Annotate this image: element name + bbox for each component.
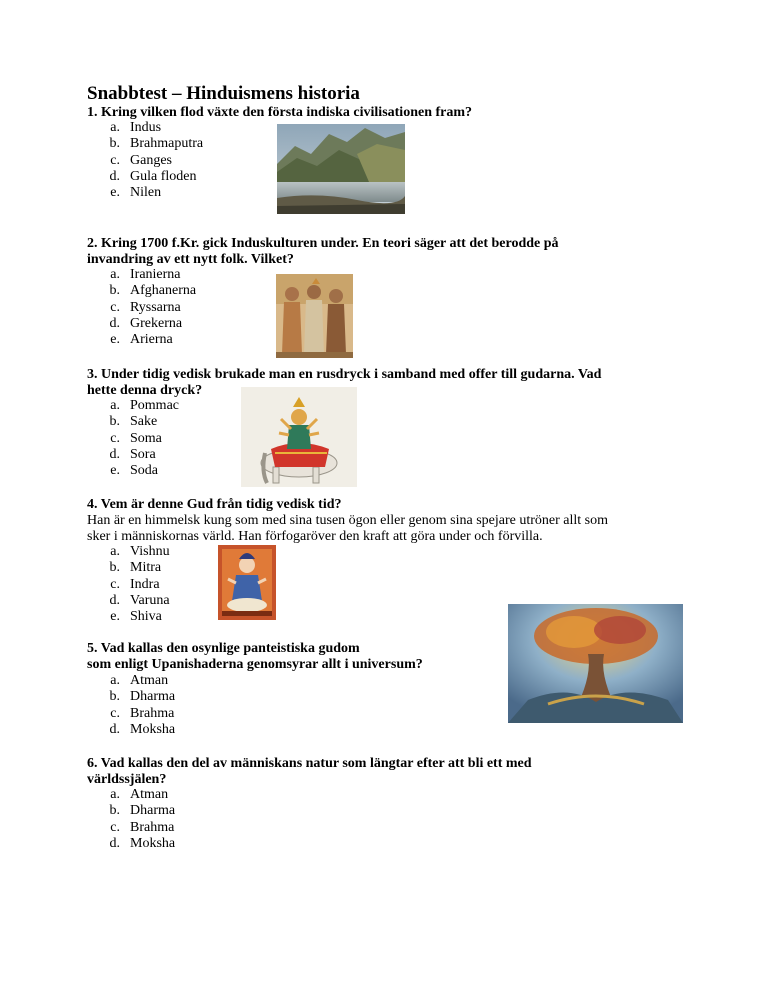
option-letter: e. bbox=[110, 185, 120, 201]
option-text: Dharma bbox=[130, 689, 176, 705]
option-letter: c. bbox=[110, 705, 120, 721]
option-text: Soda bbox=[130, 463, 158, 479]
option-letter: b. bbox=[109, 136, 120, 152]
option-item bbox=[112, 332, 196, 348]
option-item bbox=[112, 577, 170, 593]
question-4-desc-line1: Han är en himmelsk kung som med sina tusen ögon eller genom sina spejare utröner allt som bbox=[87, 513, 608, 528]
question-6-line2: världssjälen? bbox=[87, 772, 167, 787]
question-3-options bbox=[109, 398, 179, 479]
option-text: Arierna bbox=[130, 332, 173, 348]
option-letter: c. bbox=[110, 299, 120, 315]
option-text: Sake bbox=[130, 414, 158, 430]
option-item bbox=[112, 300, 196, 316]
option-text: Varuna bbox=[130, 592, 170, 608]
question-5-line2: som enligt Upanishaderna genomsyrar allt i universum? bbox=[87, 657, 423, 672]
option-letter: c. bbox=[110, 430, 120, 446]
option-letter: a. bbox=[110, 398, 120, 413]
option-letter: d. bbox=[109, 835, 120, 851]
option-text: Indra bbox=[130, 576, 160, 592]
option-text: Ryssarna bbox=[130, 299, 181, 315]
option-item bbox=[112, 267, 196, 283]
option-text: Shiva bbox=[130, 609, 162, 625]
option-letter: b. bbox=[109, 689, 120, 705]
question-6-line1: 6. Vad kallas den del av människans natur som längtar efter att bli ett med bbox=[87, 756, 532, 771]
option-item bbox=[109, 560, 170, 576]
option-item bbox=[109, 446, 179, 463]
option-item bbox=[109, 721, 176, 738]
option-item bbox=[112, 431, 179, 447]
option-item bbox=[112, 398, 179, 414]
option-item bbox=[112, 185, 203, 201]
option-item bbox=[109, 689, 176, 705]
question-3-line2: hette denna dryck? bbox=[87, 383, 203, 398]
aryan-figures-image bbox=[276, 274, 353, 358]
option-letter: a. bbox=[110, 673, 120, 688]
option-letter: b. bbox=[109, 414, 120, 430]
option-letter: c. bbox=[110, 819, 120, 835]
question-6-options bbox=[109, 787, 176, 852]
question-1-text: 1. Kring vilken flod växte den första indiska civilisationen fram? bbox=[87, 105, 473, 120]
option-item bbox=[109, 136, 204, 152]
option-item bbox=[112, 120, 203, 136]
option-text: Vishnu bbox=[130, 544, 170, 559]
option-text: Pommac bbox=[130, 398, 179, 413]
option-text: Iranierna bbox=[130, 267, 181, 282]
option-item bbox=[109, 414, 179, 430]
option-text: Indus bbox=[130, 120, 162, 135]
question-2-line1: 2. Kring 1700 f.Kr. gick Induskulturen under. En teori säger att det berodde på bbox=[87, 236, 559, 251]
option-letter: a. bbox=[110, 544, 120, 559]
option-text: Brahma bbox=[130, 819, 175, 835]
option-item bbox=[112, 153, 203, 169]
question-5-line1: 5. Vad kallas den osynlige panteistiska gudom bbox=[87, 641, 360, 656]
option-letter: e. bbox=[110, 332, 120, 348]
option-item bbox=[109, 803, 176, 819]
option-text: Mitra bbox=[130, 560, 162, 576]
option-text: Soma bbox=[130, 430, 162, 446]
option-item bbox=[112, 609, 170, 625]
question-5-options bbox=[109, 673, 176, 738]
option-text: Atman bbox=[130, 787, 169, 802]
option-item bbox=[109, 283, 197, 299]
god-on-elephant-image bbox=[241, 387, 357, 487]
river-landscape-image bbox=[277, 124, 405, 214]
option-text: Gula floden bbox=[130, 168, 197, 184]
option-item bbox=[112, 787, 175, 803]
question-2-line2: invandring av ett nytt folk. Vilket? bbox=[87, 252, 294, 267]
option-letter: b. bbox=[109, 560, 120, 576]
option-text: Brahmaputra bbox=[130, 136, 204, 152]
option-text: Afghanerna bbox=[130, 283, 197, 299]
option-item bbox=[109, 835, 176, 852]
option-letter: a. bbox=[110, 120, 120, 135]
option-item bbox=[112, 544, 170, 560]
option-item bbox=[109, 315, 196, 332]
option-text: Dharma bbox=[130, 803, 176, 819]
option-text: Sora bbox=[130, 446, 156, 462]
option-letter: c. bbox=[110, 152, 120, 168]
option-letter: e. bbox=[110, 609, 120, 625]
option-item bbox=[112, 706, 175, 722]
option-text: Moksha bbox=[130, 835, 176, 851]
option-text: Atman bbox=[130, 673, 169, 688]
question-4-text: 4. Vem är denne Gud från tidig vedisk tid? bbox=[87, 497, 342, 512]
option-letter: d. bbox=[109, 721, 120, 737]
option-letter: a. bbox=[110, 787, 120, 802]
option-text: Grekerna bbox=[130, 315, 183, 331]
option-text: Ganges bbox=[130, 152, 172, 168]
option-letter: c. bbox=[110, 576, 120, 592]
option-item bbox=[109, 592, 170, 609]
option-item bbox=[109, 168, 203, 185]
cosmic-tree-image bbox=[508, 604, 683, 723]
option-letter: b. bbox=[109, 283, 120, 299]
page-title: Snabbtest – Hinduismens historia bbox=[87, 83, 360, 104]
option-text: Moksha bbox=[130, 721, 176, 737]
seated-deity-image bbox=[218, 545, 276, 620]
question-4-options bbox=[109, 544, 170, 625]
option-item bbox=[112, 820, 175, 836]
option-text: Nilen bbox=[130, 185, 162, 201]
option-letter: d. bbox=[109, 446, 120, 462]
option-letter: d. bbox=[109, 315, 120, 331]
question-2-options bbox=[109, 267, 197, 348]
option-letter: d. bbox=[109, 168, 120, 184]
option-item bbox=[112, 463, 179, 479]
option-text: Brahma bbox=[130, 705, 175, 721]
option-letter: d. bbox=[109, 592, 120, 608]
question-4-desc-line2: sker i människornas värld. Han förfogaröver den kraft att göra under och förvilla. bbox=[87, 529, 543, 544]
option-letter: b. bbox=[109, 803, 120, 819]
option-letter: e. bbox=[110, 463, 120, 479]
option-item bbox=[112, 673, 175, 689]
option-letter: a. bbox=[110, 267, 120, 282]
question-3-line1: 3. Under tidig vedisk brukade man en rusdryck i samband med offer till gudarna. Vad bbox=[87, 367, 602, 382]
question-1-options bbox=[109, 120, 204, 201]
